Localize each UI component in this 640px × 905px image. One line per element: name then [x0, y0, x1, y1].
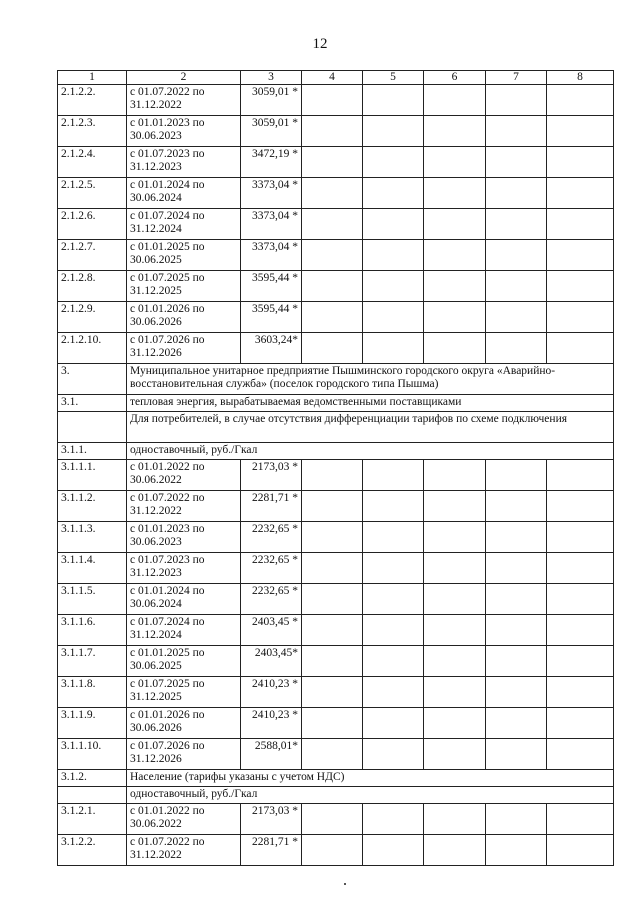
empty-cell — [363, 522, 424, 553]
header-cell: 5 — [363, 71, 424, 85]
row-number: 3.1.1.8. — [58, 677, 127, 708]
row-number: 2.1.2.4. — [58, 147, 127, 178]
empty-cell — [363, 553, 424, 584]
row-value: 3472,19 * — [241, 147, 302, 178]
empty-cell — [486, 85, 547, 116]
empty-cell — [547, 522, 614, 553]
row-value: 2232,65 * — [241, 584, 302, 615]
section-title: Население (тарифы указаны с учетом НДС) — [127, 770, 614, 787]
row-period: с 01.01.2022 по 30.06.2022 — [127, 804, 241, 835]
empty-cell — [302, 615, 363, 646]
row-number: 3.1.1.7. — [58, 646, 127, 677]
empty-cell — [547, 209, 614, 240]
empty-cell — [547, 553, 614, 584]
empty-cell — [486, 491, 547, 522]
empty-cell — [302, 240, 363, 271]
empty-cell — [547, 460, 614, 491]
tariff-table — [57, 70, 614, 866]
row-value: 3373,04 * — [241, 178, 302, 209]
empty-cell — [486, 147, 547, 178]
empty-cell — [424, 178, 486, 209]
empty-cell — [302, 460, 363, 491]
row-period: с 01.01.2023 по 30.06.2023 — [127, 522, 241, 553]
empty-cell — [424, 804, 486, 835]
table-row — [58, 804, 614, 835]
row-period: с 01.07.2026 по 31.12.2026 — [127, 739, 241, 770]
row-number: 3.1.1.5. — [58, 584, 127, 615]
row-period: с 01.01.2026 по 30.06.2026 — [127, 302, 241, 333]
row-value: 2410,23 * — [241, 677, 302, 708]
empty-cell — [547, 584, 614, 615]
empty-cell — [302, 302, 363, 333]
empty-cell — [363, 209, 424, 240]
empty-cell — [302, 522, 363, 553]
empty-cell — [547, 739, 614, 770]
empty-cell — [302, 739, 363, 770]
empty-cell — [302, 835, 363, 866]
empty-cell — [424, 460, 486, 491]
empty-cell — [547, 116, 614, 147]
empty-cell — [424, 85, 486, 116]
row-value: 2403,45* — [241, 646, 302, 677]
header-cell: 3 — [241, 71, 302, 85]
row-period: с 01.07.2024 по 31.12.2024 — [127, 615, 241, 646]
header-cell: 2 — [127, 71, 241, 85]
row-period: с 01.07.2024 по 31.12.2024 — [127, 209, 241, 240]
empty-cell — [302, 804, 363, 835]
empty-cell — [424, 333, 486, 364]
section-number: 3.1.2. — [58, 770, 127, 787]
row-value: 2173,03 * — [241, 460, 302, 491]
section-subtitle-row — [58, 412, 614, 443]
table-row — [58, 271, 614, 302]
empty-cell — [547, 147, 614, 178]
section-number: 3.1. — [58, 395, 127, 412]
empty-cell — [424, 677, 486, 708]
empty-cell — [424, 739, 486, 770]
table-row — [58, 240, 614, 271]
empty-cell — [424, 240, 486, 271]
header-cell: 7 — [486, 71, 547, 85]
table-row — [58, 302, 614, 333]
row-value: 3059,01 * — [241, 85, 302, 116]
empty-cell — [547, 677, 614, 708]
header-cell: 4 — [302, 71, 363, 85]
header-cell: 6 — [424, 71, 486, 85]
empty-cell — [547, 615, 614, 646]
table-row — [58, 460, 614, 491]
row-period: с 01.07.2022 по 31.12.2022 — [127, 85, 241, 116]
table-row — [58, 708, 614, 739]
section-title: Для потребителей, в случае отсутствия дифференциации тарифов по схеме подключения — [127, 412, 614, 443]
section-title: одноставочный, руб./Гкал — [127, 443, 614, 460]
row-value: 3595,44 * — [241, 302, 302, 333]
row-value: 2232,65 * — [241, 553, 302, 584]
empty-cell — [363, 708, 424, 739]
row-number: 2.1.2.10. — [58, 333, 127, 364]
section-title: тепловая энергия, вырабатываемая ведомственными поставщиками — [127, 395, 614, 412]
empty-cell — [363, 491, 424, 522]
table-row — [58, 739, 614, 770]
table-header-row — [58, 71, 614, 85]
empty-cell — [486, 460, 547, 491]
empty-cell — [486, 522, 547, 553]
section-number — [58, 787, 127, 804]
table-row — [58, 333, 614, 364]
empty-cell — [302, 147, 363, 178]
section-number: 3.1.1. — [58, 443, 127, 460]
empty-cell — [486, 333, 547, 364]
empty-cell — [547, 85, 614, 116]
empty-cell — [363, 240, 424, 271]
empty-cell — [547, 333, 614, 364]
empty-cell — [424, 271, 486, 302]
row-period: с 01.07.2025 по 31.12.2025 — [127, 271, 241, 302]
table-row — [58, 209, 614, 240]
empty-cell — [424, 584, 486, 615]
row-value: 3059,01 * — [241, 116, 302, 147]
table-row — [58, 85, 614, 116]
table-row — [58, 491, 614, 522]
row-value: 2281,71 * — [241, 491, 302, 522]
section-row-3-1 — [58, 395, 614, 412]
empty-cell — [486, 271, 547, 302]
empty-cell — [363, 85, 424, 116]
empty-cell — [547, 646, 614, 677]
row-value: 3373,04 * — [241, 240, 302, 271]
table-row — [58, 553, 614, 584]
table-row — [58, 615, 614, 646]
section-number — [58, 412, 127, 443]
row-number: 3.1.1.3. — [58, 522, 127, 553]
row-period: с 01.01.2026 по 30.06.2026 — [127, 708, 241, 739]
row-value: 2588,01* — [241, 739, 302, 770]
row-number: 2.1.2.6. — [58, 209, 127, 240]
table-row — [58, 646, 614, 677]
empty-cell — [486, 835, 547, 866]
row-value: 2410,23 * — [241, 708, 302, 739]
empty-cell — [363, 302, 424, 333]
empty-cell — [424, 615, 486, 646]
scan-speck — [344, 883, 346, 885]
empty-cell — [302, 708, 363, 739]
empty-cell — [486, 739, 547, 770]
empty-cell — [547, 708, 614, 739]
empty-cell — [486, 178, 547, 209]
row-value: 2232,65 * — [241, 522, 302, 553]
section-row-3-1-2 — [58, 770, 614, 787]
row-value: 3603,24* — [241, 333, 302, 364]
empty-cell — [547, 835, 614, 866]
empty-cell — [486, 708, 547, 739]
row-number: 2.1.2.3. — [58, 116, 127, 147]
empty-cell — [424, 553, 486, 584]
section-subtitle-row — [58, 787, 614, 804]
table-row — [58, 116, 614, 147]
row-value: 3595,44 * — [241, 271, 302, 302]
table-row — [58, 584, 614, 615]
table-row — [58, 835, 614, 866]
row-number: 3.1.1.2. — [58, 491, 127, 522]
empty-cell — [363, 835, 424, 866]
row-period: с 01.01.2025 по 30.06.2025 — [127, 240, 241, 271]
table-row — [58, 178, 614, 209]
empty-cell — [486, 209, 547, 240]
section-row-3-1-1 — [58, 443, 614, 460]
empty-cell — [302, 646, 363, 677]
header-cell: 8 — [547, 71, 614, 85]
row-period: с 01.01.2025 по 30.06.2025 — [127, 646, 241, 677]
row-number: 2.1.2.9. — [58, 302, 127, 333]
section-title: Муниципальное унитарное предприятие Пышминского городского округа «Аварийно-восстановительная служба» (поселок городского типа Пышма) — [127, 364, 614, 395]
empty-cell — [363, 739, 424, 770]
section-title: одноставочный, руб./Гкал — [127, 787, 614, 804]
empty-cell — [302, 178, 363, 209]
row-number: 2.1.2.5. — [58, 178, 127, 209]
empty-cell — [424, 491, 486, 522]
empty-cell — [486, 302, 547, 333]
row-period: с 01.01.2023 по 30.06.2023 — [127, 116, 241, 147]
row-period: с 01.07.2022 по 31.12.2022 — [127, 835, 241, 866]
table-row — [58, 522, 614, 553]
empty-cell — [302, 677, 363, 708]
empty-cell — [424, 522, 486, 553]
empty-cell — [486, 553, 547, 584]
empty-cell — [302, 116, 363, 147]
table-row — [58, 677, 614, 708]
empty-cell — [424, 835, 486, 866]
empty-cell — [363, 460, 424, 491]
empty-cell — [363, 147, 424, 178]
row-number: 2.1.2.7. — [58, 240, 127, 271]
row-period: с 01.01.2024 по 30.06.2024 — [127, 178, 241, 209]
header-cell: 1 — [58, 71, 127, 85]
empty-cell — [363, 584, 424, 615]
row-number: 3.1.1.10. — [58, 739, 127, 770]
empty-cell — [363, 615, 424, 646]
table-row — [58, 147, 614, 178]
empty-cell — [363, 116, 424, 147]
empty-cell — [302, 271, 363, 302]
row-value: 2281,71 * — [241, 835, 302, 866]
row-period: с 01.01.2024 по 30.06.2024 — [127, 584, 241, 615]
row-period: с 01.07.2022 по 31.12.2022 — [127, 491, 241, 522]
section-number: 3. — [58, 364, 127, 395]
row-number: 3.1.2.1. — [58, 804, 127, 835]
empty-cell — [486, 116, 547, 147]
empty-cell — [363, 677, 424, 708]
empty-cell — [424, 116, 486, 147]
empty-cell — [486, 677, 547, 708]
row-period: с 01.07.2025 по 31.12.2025 — [127, 677, 241, 708]
empty-cell — [486, 646, 547, 677]
empty-cell — [547, 240, 614, 271]
row-value: 2173,03 * — [241, 804, 302, 835]
row-period: с 01.01.2022 по 30.06.2022 — [127, 460, 241, 491]
row-period: с 01.07.2023 по 31.12.2023 — [127, 147, 241, 178]
empty-cell — [486, 240, 547, 271]
empty-cell — [363, 178, 424, 209]
empty-cell — [302, 584, 363, 615]
empty-cell — [424, 302, 486, 333]
row-value: 2403,45 * — [241, 615, 302, 646]
row-number: 3.1.2.2. — [58, 835, 127, 866]
empty-cell — [424, 209, 486, 240]
row-period: с 01.07.2026 по 31.12.2026 — [127, 333, 241, 364]
row-number: 3.1.1.9. — [58, 708, 127, 739]
empty-cell — [547, 178, 614, 209]
empty-cell — [363, 271, 424, 302]
empty-cell — [302, 85, 363, 116]
section-row-3 — [58, 364, 614, 395]
row-number: 2.1.2.2. — [58, 85, 127, 116]
empty-cell — [363, 646, 424, 677]
row-number: 3.1.1.4. — [58, 553, 127, 584]
empty-cell — [486, 584, 547, 615]
empty-cell — [302, 491, 363, 522]
empty-cell — [424, 646, 486, 677]
empty-cell — [486, 615, 547, 646]
empty-cell — [547, 302, 614, 333]
row-period: с 01.07.2023 по 31.12.2023 — [127, 553, 241, 584]
empty-cell — [424, 147, 486, 178]
empty-cell — [547, 271, 614, 302]
empty-cell — [363, 333, 424, 364]
empty-cell — [302, 333, 363, 364]
empty-cell — [302, 209, 363, 240]
row-value: 3373,04 * — [241, 209, 302, 240]
empty-cell — [547, 491, 614, 522]
page-number: 12 — [312, 36, 328, 52]
row-number: 3.1.1.1. — [58, 460, 127, 491]
empty-cell — [302, 553, 363, 584]
row-number: 2.1.2.8. — [58, 271, 127, 302]
empty-cell — [424, 708, 486, 739]
empty-cell — [486, 804, 547, 835]
row-number: 3.1.1.6. — [58, 615, 127, 646]
empty-cell — [547, 804, 614, 835]
empty-cell — [363, 804, 424, 835]
